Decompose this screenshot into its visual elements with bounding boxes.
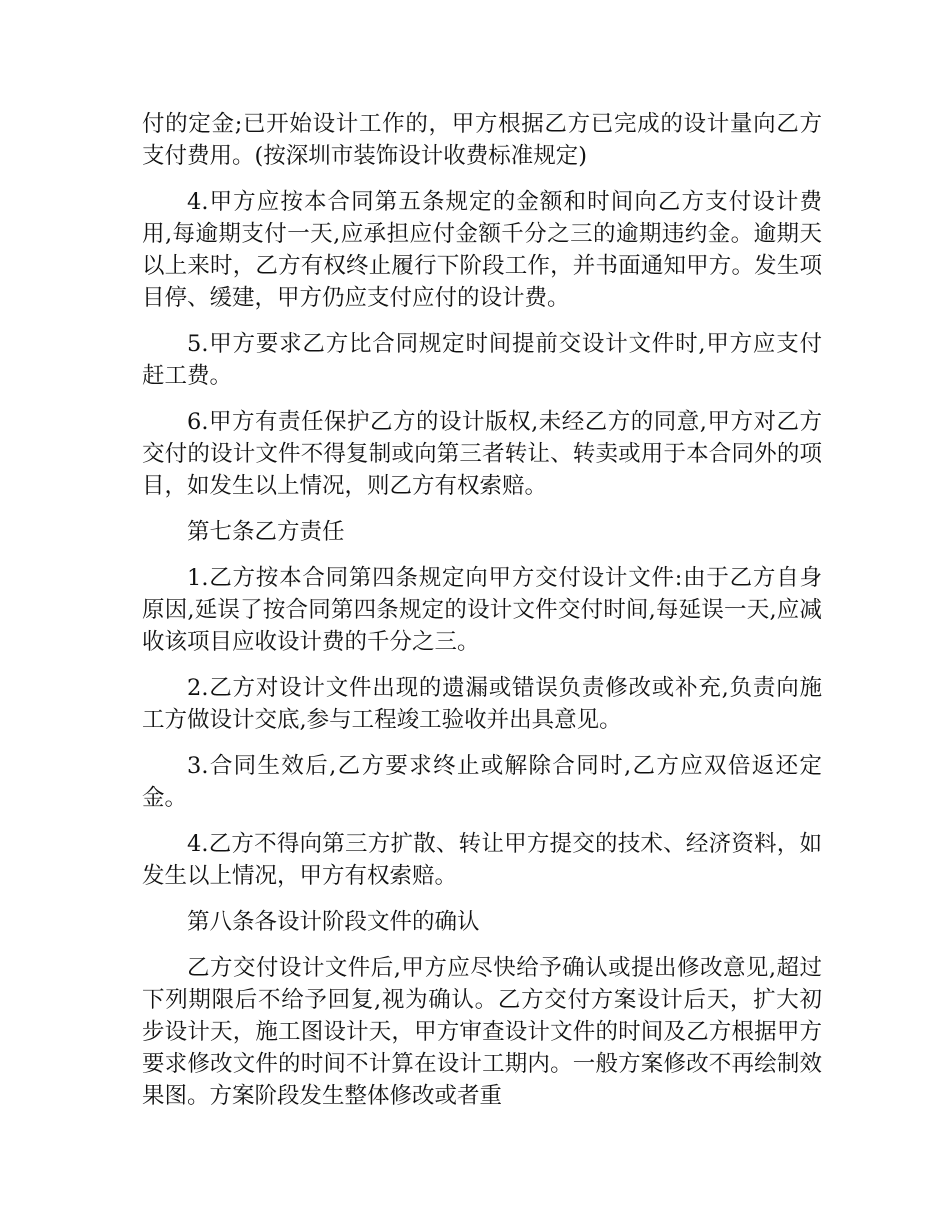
paragraph-continuation: 付的定金;已开始设计工作的，甲方根据乙方已完成的设计量向乙方支付费用。(按深圳市装饰设计收费标准规定)	[142, 111, 822, 169]
paragraph-article-7-item-4: 4.乙方不得向第三方扩散、转让甲方提交的技术、经济资料，如发生以上情况，甲方有权索赔。	[142, 831, 822, 889]
paragraph-clause-5-rush-fee: 5.甲方要求乙方比合同规定时间提前交设计文件时,甲方应支付赶工费。	[142, 331, 822, 389]
section-heading-article-8: 第八条各设计阶段文件的确认	[187, 909, 480, 935]
paragraph-clause-4-payment: 4.甲方应按本合同第五条规定的金额和时间向乙方支付设计费用,每逾期支付一天,应承担应付金额千分之三的逾期违约金。逾期天以上来时，乙方有权终止履行下阶段工作，并书面通知甲方。发生项目停、缓建，甲方仍应支付应付的设计费。	[142, 189, 822, 311]
paragraph-clause-6-copyright: 6.甲方有责任保护乙方的设计版权,未经乙方的同意,甲方对乙方交付的设计文件不得复制或向第三者转让、转卖或用于本合同外的项目，如发生以上情况，则乙方有权索赔。	[142, 409, 822, 499]
paragraph-article-7-item-2: 2.乙方对设计文件出现的遗漏或错误负责修改或补充,负责向施工方做设计交底,参与工程竣工验收并出具意见。	[142, 675, 822, 733]
paragraph-article-7-item-3: 3.合同生效后,乙方要求终止或解除合同时,乙方应双倍返还定金。	[142, 753, 822, 811]
section-heading-article-7: 第七条乙方责任	[187, 519, 345, 545]
document-page	[142, 108, 822, 1126]
paragraph-article-7-item-1: 1.乙方按本合同第四条规定向甲方交付设计文件:由于乙方自身原因,延误了按合同第四条规定的设计文件交付时间,每延误一天,应减收该项目应收设计费的千分之三。	[142, 565, 822, 655]
paragraph-article-8-body: 乙方交付设计文件后,甲方应尽快给予确认或提出修改意见,超过下列期限后不给予回复,视为确认。乙方交付方案设计后天，扩大初步设计天，施工图设计天，甲方审查设计文件的时间及乙方根据甲方要求修改文件的时间不计算在设计工期内。一般方案修改不再绘制效果图。方案阶段发生整体修改或者重	[142, 955, 822, 1109]
